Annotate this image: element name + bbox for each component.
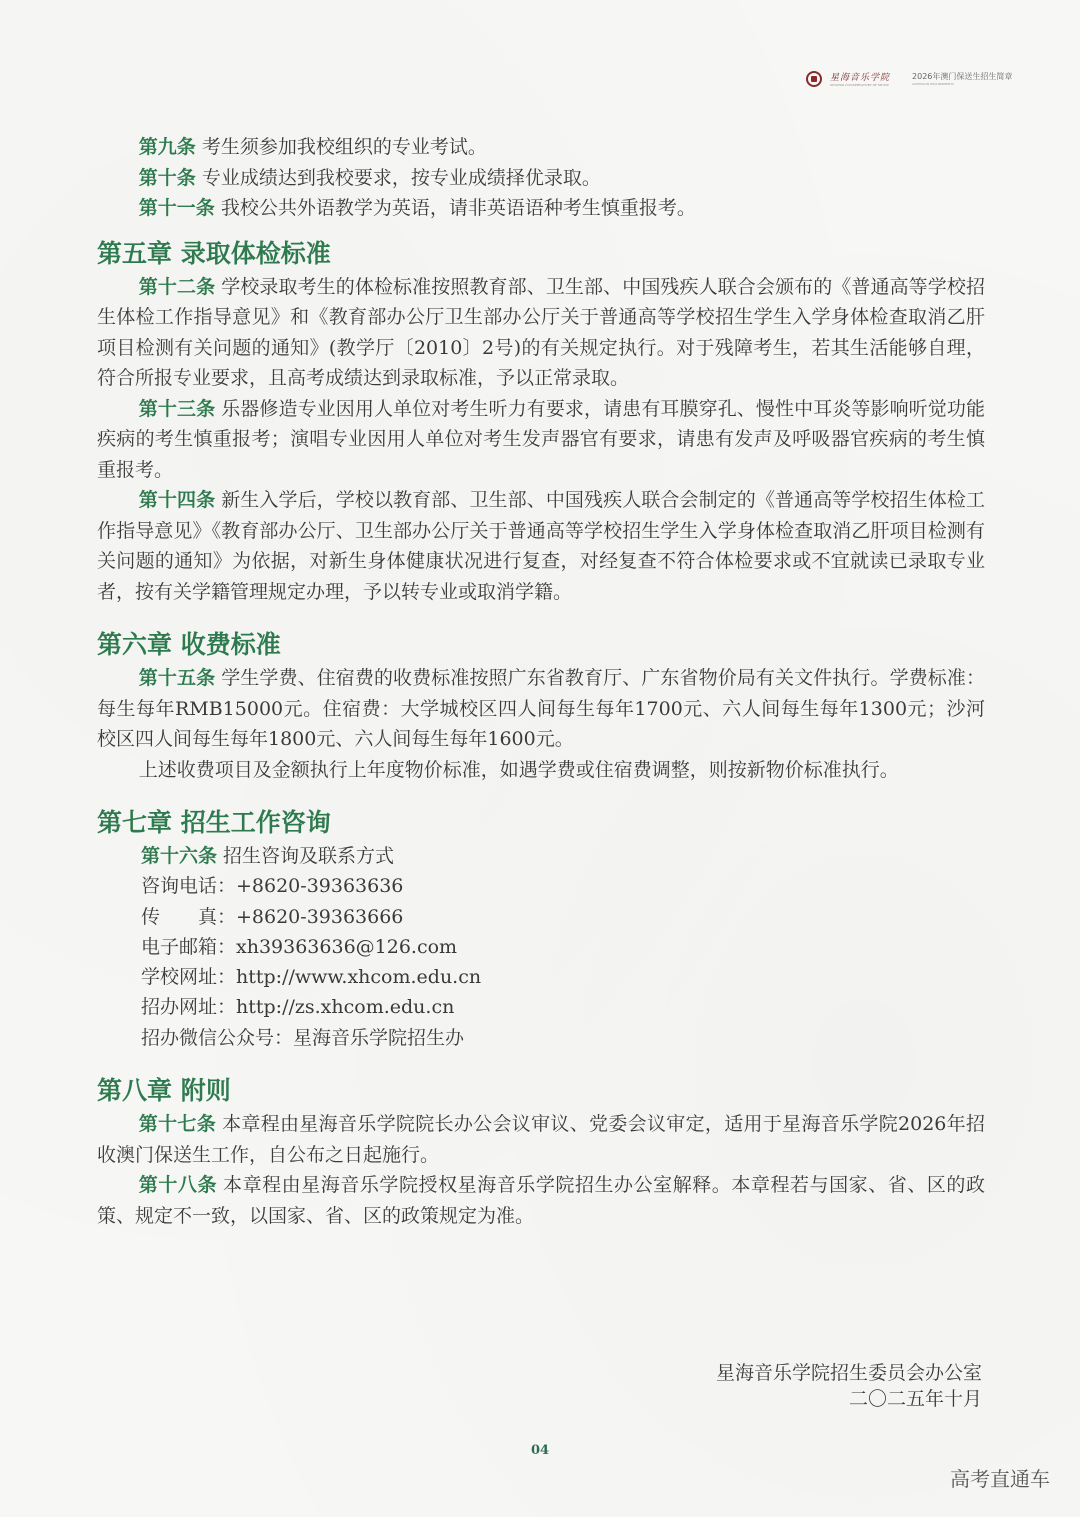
doc-title: 2026年澳门保送生招生简章 bbox=[912, 72, 1013, 81]
article-label: 第十八条 bbox=[138, 1174, 218, 1197]
chapter-7-heading: 第七章 招生工作咨询 bbox=[97, 808, 331, 837]
article-17 bbox=[97, 1109, 985, 1170]
signature-org: 星海音乐学院招生委员会办公室 bbox=[715, 1362, 982, 1384]
article-15 bbox=[97, 663, 985, 755]
article-label: 第九条 bbox=[138, 136, 196, 158]
signature-date: 二〇二五年十月 bbox=[848, 1388, 982, 1410]
chapter-8-heading: 第八章 附则 bbox=[97, 1076, 231, 1106]
article-10 bbox=[97, 163, 985, 194]
school-logo bbox=[830, 70, 890, 87]
article-text: 乐器修造专业因用人单位对考生听力有要求，请患有耳膜穿孔、慢性中耳炎等影响听觉功能疾病的考生慎重报考；演唱专业因用人单位对考生发声器官有要求，请患有发声及呼吸器官疾病的考生慎重报考。 bbox=[97, 397, 985, 481]
contact-block bbox=[97, 841, 985, 1053]
contact-phone: 咨询电话：+8620-39363636 bbox=[141, 875, 404, 898]
article-13 bbox=[97, 394, 985, 486]
article-text: 本章程由星海音乐学院院长办公会议审议、党委会议审定，适用于星海音乐学院2026年招收澳门保送生工作，自公布之日起施行。 bbox=[97, 1113, 985, 1166]
article-label: 第十六条 bbox=[141, 845, 218, 867]
article-text: 学生学费、住宿费的收费标准按照广东省教育厅、广东省物价局有关文件执行。学费标准：每生每年RMB15000元。住宿费：大学城校区四人间每生每年1700元、六人间每生每年1300元；沙河校区四人间每生每年1800元、六人间每生每年1600元。 bbox=[97, 667, 985, 750]
chapter-5-heading: 第五章 录取体检标准 bbox=[97, 238, 331, 268]
article-9 bbox=[97, 132, 985, 163]
article-label: 第十五条 bbox=[138, 667, 216, 689]
article-label: 第十七条 bbox=[138, 1113, 217, 1136]
article-text: 考生须参加我校组织的专业考试。 bbox=[201, 136, 487, 158]
fee-note: 上述收费项目及金额执行上年度物价标准，如遇学费或住宿费调整，则按新物价标准执行。 bbox=[138, 758, 899, 781]
article-text: 我校公共外语教学为英语，请非英语语种考生慎重报考。 bbox=[220, 197, 696, 219]
contact-wechat: 招办微信公众号：星海音乐学院招生办 bbox=[141, 1026, 465, 1049]
article-14 bbox=[97, 485, 985, 607]
article-label: 第十四条 bbox=[138, 489, 216, 511]
page-header bbox=[806, 70, 1012, 87]
page-number: 04 bbox=[530, 1443, 550, 1458]
article-text: 专业成绩达到我校要求，按专业成绩择优录取。 bbox=[201, 166, 601, 189]
watermark: 高考直通车 bbox=[950, 1467, 1050, 1491]
contact-admissions-website[interactable]: 招办网址：http://zs.xhcom.edu.cn bbox=[141, 996, 455, 1019]
article-text: 新生入学后，学校以教育部、卫生部、中国残疾人联合会制定的《普通高等学校招生体检工作指导意见》《教育部办公厅、卫生部办公厅关于普通高等学校招生学生入学身体检查取消乙肝项目检测有关问题的通知》为依据，对新生身体健康状况进行复查，对经复查不符合体检要求或不宜就读已录取专业者，按有关学籍管理规定办理，予以转专业或取消学籍。 bbox=[97, 489, 985, 603]
school-logo-text: 星海音乐学院 bbox=[830, 73, 891, 83]
article-text: 招生咨询及联系方式 bbox=[223, 845, 395, 867]
school-emblem-icon bbox=[806, 71, 822, 87]
chapter-6-heading: 第六章 收费标准 bbox=[97, 630, 281, 659]
article-12 bbox=[97, 272, 985, 394]
article-18 bbox=[97, 1170, 985, 1231]
document-body bbox=[97, 132, 985, 1231]
signature-block bbox=[716, 1360, 982, 1412]
article-text: 本章程由星海音乐学院授权星海音乐学院招生办公室解释。本章程若与国家、省、区的政策、规定不一致，以国家、省、区的政策规定为准。 bbox=[97, 1174, 985, 1227]
article-label: 第十一条 bbox=[138, 197, 215, 219]
doc-subtitle: ADMISSION REQUIREMENTS bbox=[912, 82, 954, 86]
contact-school-website[interactable]: 学校网址：http://www.xhcom.edu.cn bbox=[141, 966, 482, 989]
school-logo-sub: XINGHAI CONSERVATORY OF MUSIC bbox=[830, 83, 890, 87]
contact-fax: 传 真：+8620-39363666 bbox=[141, 905, 404, 928]
article-16 bbox=[141, 841, 985, 871]
article-label: 第十条 bbox=[138, 166, 196, 189]
doc-header-title-block bbox=[912, 71, 1012, 86]
article-text: 学校录取考生的体检标准按照教育部、卫生部、中国残疾人联合会颁布的《普通高等学校招生体检工作指导意见》和《教育部办公厅卫生部办公厅关于普通高等学校招生学生入学身体检查取消乙肝项目检测有关问题的通知》(教学厅〔2010〕2号)的有关规定执行。对于残障考生，若其生活能够自理，符合所报专业要求，且高考成绩达到录取标准，予以正常录取。 bbox=[97, 275, 985, 389]
contact-email[interactable]: 电子邮箱：xh39363636@126.com bbox=[141, 935, 458, 958]
article-label: 第十二条 bbox=[138, 275, 216, 298]
article-label: 第十三条 bbox=[138, 397, 216, 420]
article-11 bbox=[97, 193, 985, 224]
